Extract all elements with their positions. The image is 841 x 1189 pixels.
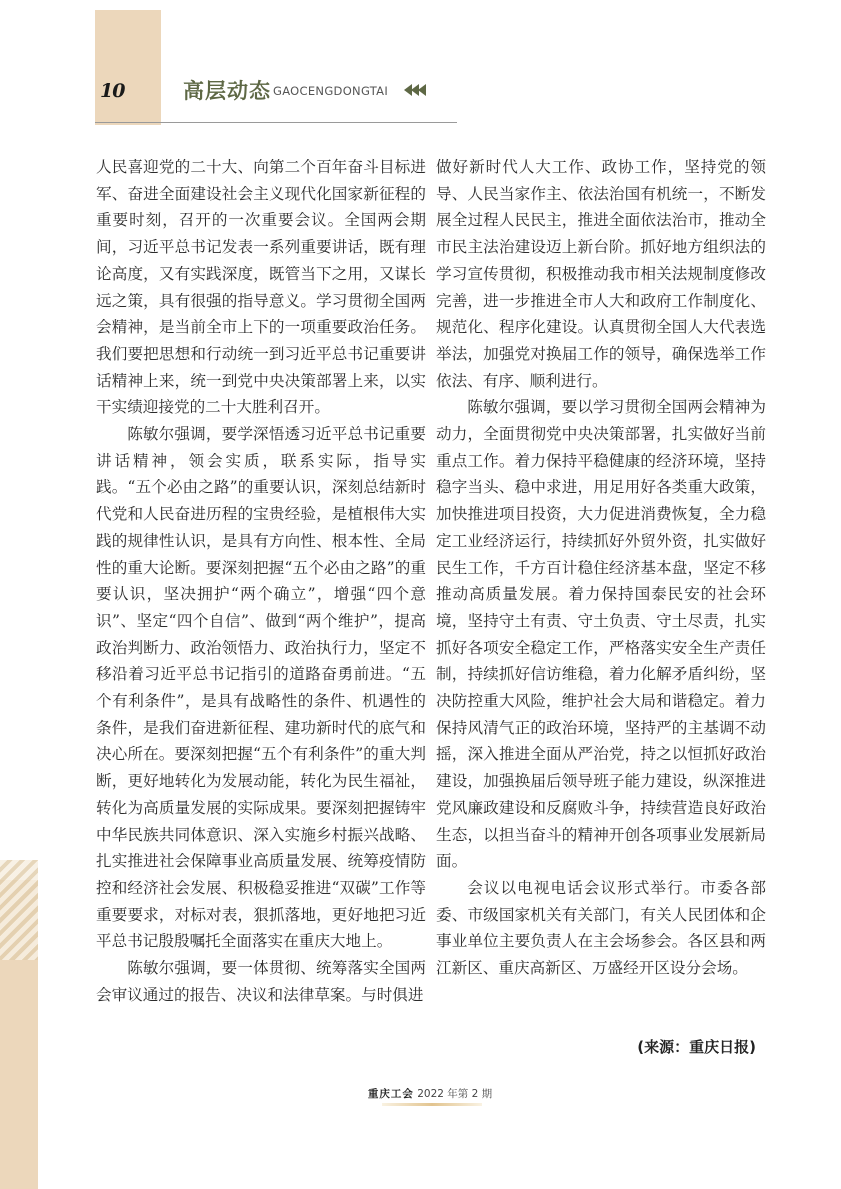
paragraph: 陈敏尔强调，要学深悟透习近平总书记重要讲话精神，领会实质，联系实际，指导实践。“五个必由之路”的重要认识，深刻总结新时代党和人民奋进历程的宝贵经验，是植根伟大实践的规律性认识，是具有方向性、根本性、全局性的重大论断。要深刻把握“五个必由之路”的重要认识，坚决拥护“两个确立”，增强“四个意识”、坚定“四个自信”、做到“两个维护”，提高政治判断力、政治领悟力、政治执行力，坚定不移沿着习近平总书记指引的道路奋勇前进。“五个有利条件”，是具有战略性的条件、机遇性的条件，是我们奋进新征程、建功新时代的底气和决心所在。要深刻把握“五个有利条件”的重大判断，更好地转化为发展动能，转化为民生福祉，转化为高质量发展的实际成果。要深刻把握铸牢中华民族共同体意识、深入实施乡村振兴战略、扎实推进社会保障事业高质量发展、统筹疫情防控和经济社会发展、积极稳妥推进“双碳”工作等重要要求，对标对表，狠抓落地，更好地把习近平总书记殷殷嘱托全面落实在重庆大地上。 xyxy=(96,425,426,951)
paragraph: 人民喜迎党的二十大、向第二个百年奋斗目标进军、奋进全面建设社会主义现代化国家新征程的重要时刻，召开的一次重要会议。全国两会期间，习近平总书记发表一系列重要讲话，既有理论高度，又有实践深度，既管当下之用，又谋长远之策，具有很强的指导意义。学习贯彻全国两会精神，是当前全市上下的一项重要政治任务。我们要把思想和行动统一到习近平总书记重要讲话精神上来，统一到党中央决策部署上来，以实干实绩迎接党的二十大胜利召开。 xyxy=(96,158,426,417)
issue-label: 2022 年第 2 期 xyxy=(417,1088,493,1100)
page-number-tab xyxy=(95,10,161,125)
magazine-name: 重庆工会 xyxy=(367,1088,414,1100)
page-number: 10 xyxy=(100,80,125,102)
article-source: (来源：重庆日报) xyxy=(637,1038,756,1056)
section-title: 高层动态 xyxy=(183,79,271,103)
paragraph: 做好新时代人大工作、政协工作，坚持党的领导、人民当家作主、依法治国有机统一，不断发展全过程人民民主，推进全面依法治市，推动全市民主法治建设迈上新台阶。抓好地方组织法的学习宣传贯彻，积极推动我市相关法规制度修改完善，进一步推进全市人大和政府工作制度化、规范化、程序化建设。认真贯彻全国人大代表选举法，加强党对换届工作的领导，确保选举工作依法、有序、顺利进行。 xyxy=(436,158,766,390)
header-divider xyxy=(95,122,457,123)
footer-decoration xyxy=(382,1103,482,1106)
paragraph: 陈敏尔强调，要以学习贯彻全国两会精神为动力，全面贯彻党中央决策部署，扎实做好当前重点工作。着力保持平稳健康的经济环境，坚持稳字当头、稳中求进，用足用好各类重大政策，加快推进项目投资，大力促进消费恢复，全力稳定工业经济运行，持续抓好外贸外资，扎实做好民生工作，千方百计稳住经济基本盘，坚定不移推动高质量发展。着力保持国泰民安的社会环境，坚持守土有责、守土负责、守土尽责，扎实抓好各项安全稳定工作，严格落实安全生产责任制，持续抓好信访维稳，着力化解矛盾纠纷，坚决防控重大风险，维护社会大局和谐稳定。着力保持风清气正的政治环境，坚持严的主基调不动摇，深入推进全面从严治党，持之以恒抓好政治建设，加强换届后领导班子能力建设，纵深推进党风廉政建设和反腐败斗争，持续营造良好政治生态，以担当奋斗的精神开创各项事业发展新局面。 xyxy=(436,398,766,871)
side-decoration-stripes xyxy=(0,860,38,960)
paragraph: 会议以电视电话会议形式举行。市委各部委、市级国家机关有关部门，有关人民团体和企事业单位主要负责人在主会场参会。各区县和两江新区、重庆高新区、万盛经开区设分会场。 xyxy=(436,878,766,978)
page-footer xyxy=(340,1086,520,1101)
paragraph: 陈敏尔强调，要一体贯彻、统筹落实全国两会审议通过的报告、决议和法律草案。与时俱进 xyxy=(96,959,426,1004)
rewind-icon xyxy=(404,84,426,96)
article-right-column xyxy=(436,154,766,982)
article-left-column xyxy=(96,154,426,1009)
section-title-pinyin: GAOCENGDONGTAI xyxy=(273,84,389,98)
